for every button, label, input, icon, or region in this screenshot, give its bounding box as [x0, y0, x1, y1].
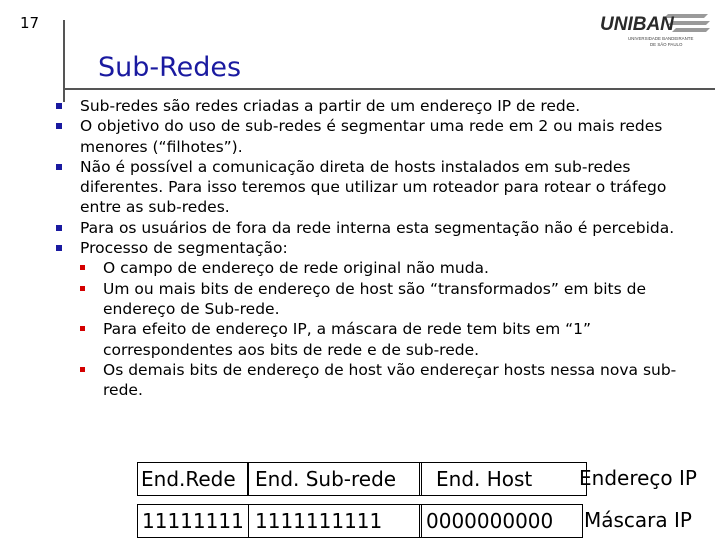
square-bullet-icon: [80, 265, 85, 270]
horizontal-rule: [63, 88, 715, 90]
bullet-text: Para os usuários de fora da rede interna esta segmentação não é percebida.: [80, 218, 675, 237]
uniban-logo: [598, 8, 710, 52]
square-bullet-icon: [56, 164, 62, 170]
bullet-text: Não é possível a comunicação direta de hosts instalados em sub-redes diferentes. Para isso teremos que utilizar um roteador para rotear o tráfego entre as sub-redes.: [80, 157, 667, 217]
bullet-list: [56, 96, 696, 400]
square-bullet-icon: [80, 326, 85, 331]
sub-bullet-text: Um ou mais bits de endereço de host são “transformados” em bits de endereço de Sub-rede.: [103, 279, 646, 318]
sub-bullet-item: [80, 258, 696, 278]
mask-network-bits: 11111111: [137, 504, 249, 538]
end-subrede-header: End. Sub-rede: [248, 462, 422, 496]
mascara-ip-label: Máscara IP: [584, 508, 692, 532]
bullet-item: [56, 238, 696, 400]
logo-subtitle-2: DE SÃO PAULO: [650, 42, 683, 47]
mask-subnet-bits: 1111111111: [248, 504, 422, 538]
sub-bullet-item: [80, 360, 696, 401]
square-bullet-icon: [56, 103, 62, 109]
logo-text: UNIBAN: [600, 14, 674, 35]
square-bullet-icon: [80, 367, 85, 372]
bullet-item: [56, 116, 696, 157]
bullet-item: [56, 157, 696, 218]
slide-number: 17: [20, 14, 40, 32]
sub-bullet-text: O campo de endereço de rede original não muda.: [103, 259, 489, 278]
sub-bullet-list: [80, 258, 696, 400]
bullet-text: Processo de segmentação:: [80, 239, 288, 258]
square-bullet-icon: [56, 245, 62, 251]
square-bullet-icon: [56, 225, 62, 231]
square-bullet-icon: [56, 123, 62, 129]
slide-title: Sub-Redes: [98, 52, 242, 83]
logo-subtitle-1: UNIVERSIDADE BANDEIRANTE: [628, 36, 694, 41]
square-bullet-icon: [80, 286, 85, 291]
mask-host-bits: 0000000000: [419, 504, 583, 538]
bullet-item: [56, 96, 696, 116]
endereco-ip-label: Endereço IP: [579, 466, 697, 490]
sub-bullet-item: [80, 319, 696, 360]
sub-bullet-text: Os demais bits de endereço de host vão endereçar hosts nessa nova sub-rede.: [103, 360, 677, 400]
end-rede-header: End.Rede: [137, 462, 248, 496]
bullet-item: [56, 218, 696, 238]
end-host-header: End. Host: [419, 462, 587, 496]
bullet-text: O objetivo do uso de sub-redes é segmentar uma rede em 2 ou mais redes menores (“filhotes”).: [80, 117, 663, 156]
sub-bullet-item: [80, 279, 696, 320]
sub-bullet-text: Para efeito de endereço IP, a máscara de rede tem bits em “1” correspondentes aos bits de rede e de sub-rede.: [103, 320, 592, 359]
bullet-text: Sub-redes são redes criadas a partir de um endereço IP de rede.: [80, 97, 581, 115]
